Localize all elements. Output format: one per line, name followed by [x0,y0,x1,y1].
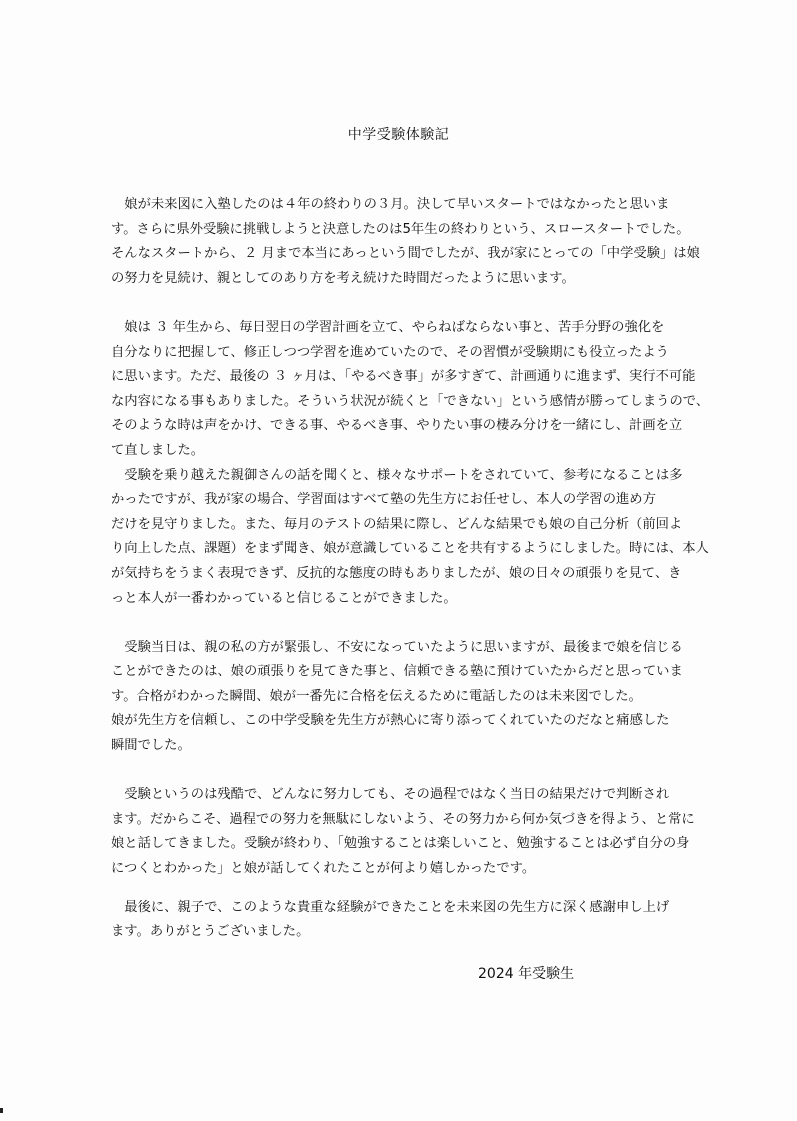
text-line: そんなスタートから、２ 月まで本当にあっという間でしたが、我が家にとっての「中学受験」は娘 [111,246,700,262]
text-line: に思います。ただ、最後の ３ ヶ月は、「やるべき事」が多すぎて、計画通りに進まず、実行不可能 [111,369,696,385]
text-line: て直しました。 [111,442,205,458]
scan-speck [0,1108,3,1113]
paragraph-4 [111,783,711,881]
text-line: ます。ありがとうございました。 [111,924,310,940]
text-line: な内容になる事もありました。そういう状況が続くと「できない」という感情が勝ってしまうので、 [111,393,710,409]
text-line: かったですが、我が家の場合、学習面はすべて塾の先生方にお任せし、本人の学習の進め方 [111,492,656,508]
text-line: っと本人が一番わかっていると信じることができました。 [111,590,457,606]
text-line: 受験というのは残酷で、どんなに努力しても、その過程ではなく当日の結果だけで判断され [111,787,670,803]
text-line: そのような時は声をかけ、できる事、やるべき事、やりたい事の棲み分けを一緒にし、計画を立 [111,418,683,434]
text-line: 最後に、親子で、このような貴重な経験ができたことを未来図の先生方に深く感謝申し上げ [111,899,670,915]
text-line: だけを見守りました。また、毎月のテストの結果に際し、どんな結果でも娘の自己分析（前回よ [111,516,683,532]
text-line: の努力を見続け、親としてのあり方を考え続けた時間だったように思います。 [111,270,575,286]
text-line: ことができたのは、娘の頑張りを見てきた事と、信頼できる塾に預けていたからだと思っていま [111,664,683,680]
text-line: す。さらに県外受験に挑戦しようと決意したのは5年生の終わりという、スロースタートでした。 [111,221,690,237]
paragraph-2 [111,316,711,611]
text-line: 受験当日は、親の私の方が緊張し、不安になっていたように思いますが、最後まで娘を信じる [111,639,683,655]
text-line: 受験を乗り越えた親御さんの話を聞くと、様々なサポートをされていて、参考になることは多 [111,467,683,483]
text-line: す。合格がわかった瞬間、娘が一番先に合格を伝えるために電話したのは未来図でした。 [111,688,642,704]
text-line: り向上した点、課題）をまず聞き、娘が意識していることを共有するようにしました。時には、本人 [111,541,709,557]
text-line: 自分なりに把握して、修正しつつ学習を進めていたので、その習慣が受験期にも役立ったよう [111,344,669,360]
document-body [111,193,711,945]
text-line: につくとわかった」と娘が話してくれたことが何より嬉しかったです。 [111,861,536,877]
text-line: 娘が先生方を信頼し、この中学受験を先生方が熱心に寄り添ってくれていたのだなと痛感した [111,713,670,729]
paragraph-3 [111,636,711,759]
text-line: 瞬間でした。 [111,738,191,754]
text-line: 娘が未来図に入塾したのは４年の終わりの３月。決して早いスタートではなかったと思いま [111,197,670,212]
paragraph-5 [111,896,711,945]
signature: 2024 年受験生 [478,966,575,982]
text-line: が気持ちをうまく表現できず、反抗的な態度の時もありましたが、娘の日々の頑張りを見て、き [111,565,682,581]
text-line: ます。だからこそ、過程での努力を無駄にしないよう、その努力から何か気づきを得よう、と常に [111,811,695,827]
text-line: 娘は ３ 年生から、毎日翌日の学習計画を立て、やらねばならない事と、苦手分野の強化を [111,319,665,335]
text-line: 娘と話してきました。受験が終わり、「勉強することは楽しいこと、勉強することは必ず自分の身 [111,836,690,852]
paragraph-1 [111,193,711,291]
document-title: 中学受験体験記 [347,127,450,143]
